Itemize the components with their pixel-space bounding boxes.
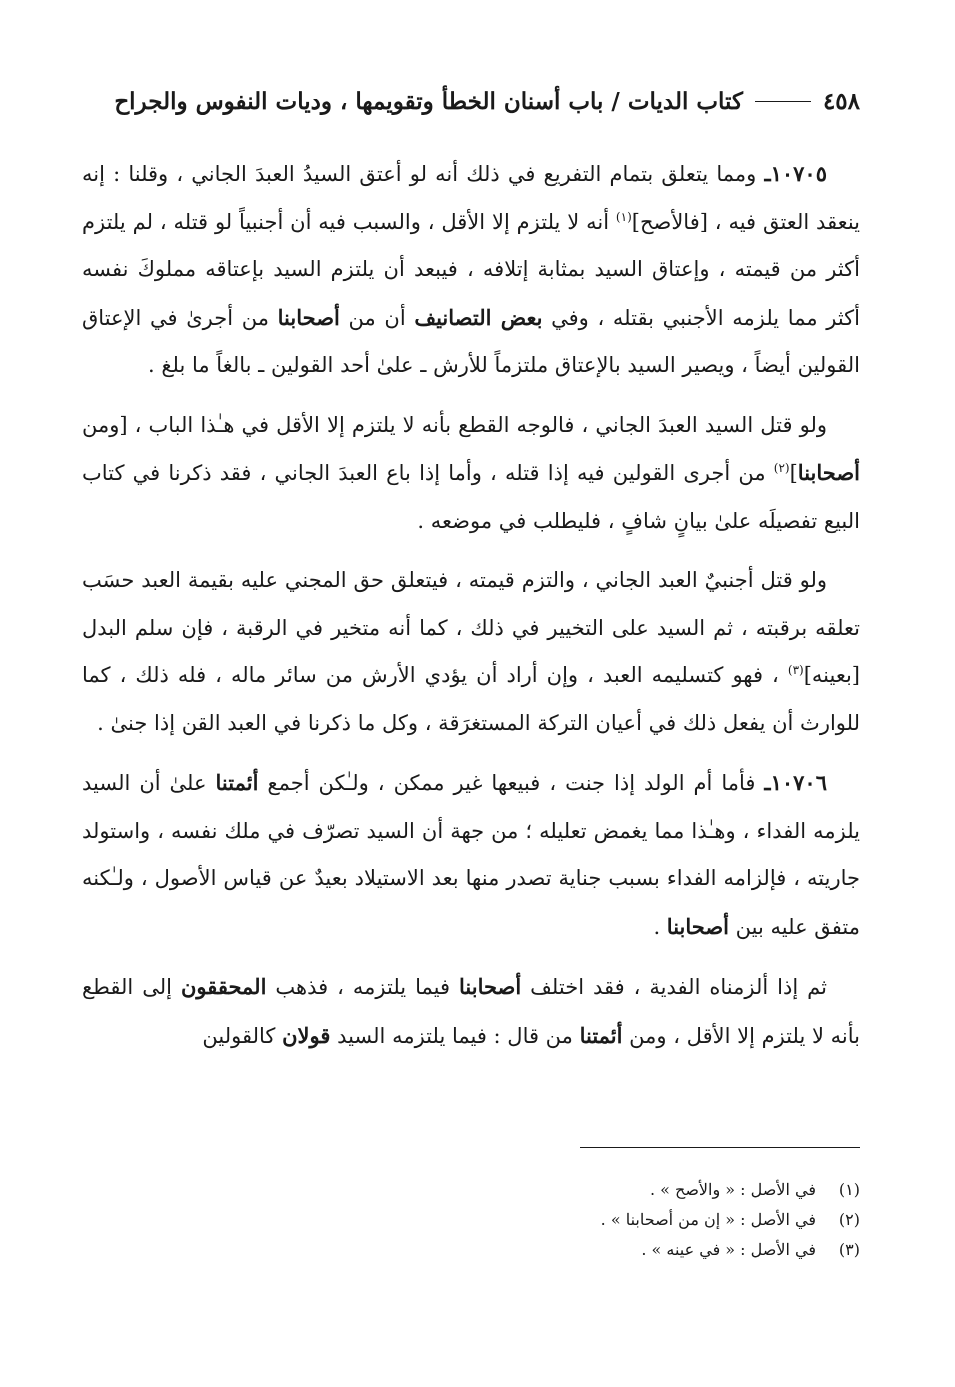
bold-term: أصحابنا	[797, 460, 860, 485]
paragraph-text: أن من	[339, 305, 415, 330]
footnote-text: في الأصل : « في عينه » .	[641, 1240, 816, 1259]
bold-term: المحققون	[180, 974, 267, 999]
footnote-number: (٢)	[838, 1210, 860, 1229]
bold-term: أصحابنا	[666, 913, 729, 939]
footnote-ref-3: (٣)	[787, 663, 804, 677]
paragraph-text: .	[653, 914, 667, 939]
page-header	[82, 82, 860, 122]
paragraph-text: فأما أم الولد إذا جنت ، فبيعها غير ممكن ، ولـٰكن أجمع	[258, 771, 765, 795]
bold-term: أصحابنا	[277, 304, 340, 330]
footnote-ref-2: (٢)	[773, 461, 790, 475]
paragraph-text: ثم إذا ألزمناه الفدية ، فقد اختلف	[521, 975, 827, 999]
paragraph-text: ولو قتل السيد العبدَ الجاني ، فالوجه القطع بأنه لا يلتزم إلا الأقل في هـٰذا الباب ، [ومن	[82, 412, 827, 437]
footnote-2	[360, 1205, 860, 1235]
paragraph-text: فيما يلتزمه ، فذهب	[266, 975, 459, 999]
paragraph-number: ١٠٧٠٦ـ	[764, 770, 827, 795]
paragraph-text: ولو قتل أجنبيٌ العبد الجاني ، والتزم قيمته ، فيتعلق حق المجني عليه بقيمة العبد حسَب تعلقه برقبته ، ثم السيد على التخيير في ذلك ، كما أنه متخير في الرقبة ، فإن سلم البدل [بعينه]	[82, 568, 860, 687]
paragraph-text: من أجرىٰ في الإعتاق القولين أيضاً ، ويصير السيد بالإعتاق ملتزماً للأرش ـ علىٰ أحد القولين ـ بالغاً ما بلغ .	[82, 305, 860, 377]
footnote-1	[360, 1175, 860, 1205]
footnote-3	[360, 1235, 860, 1265]
paragraph-text: من قال : فيما يلتزمه السيد	[330, 1023, 580, 1048]
footnote-number: (٣)	[838, 1240, 860, 1259]
footnote-text: في الأصل : « إن من أصحابنا » .	[600, 1210, 816, 1229]
paragraph-master-killing	[82, 402, 860, 546]
footnote-ref-1: (١)	[615, 209, 632, 224]
header-rule	[755, 101, 811, 102]
paragraph-ransom	[82, 963, 860, 1060]
paragraph-number: ١٠٧٠٥ـ	[764, 161, 827, 186]
bold-term: أئمتنا	[579, 1022, 623, 1048]
page-body	[82, 150, 860, 1060]
paragraph-10706	[82, 759, 860, 951]
footnote-text: في الأصل : « والأصح » .	[649, 1180, 816, 1199]
paragraph-10705	[82, 150, 860, 390]
bold-term: قولان	[282, 1022, 331, 1048]
footnote-separator	[580, 1147, 860, 1148]
paragraph-text: ]	[789, 461, 798, 485]
bold-term: أئمتنا	[215, 770, 259, 795]
paragraph-text: ومما يتعلق بتمام التفريع في ذلك أنه لو أعتق السيدُ العبدَ الجاني ، وقلنا : إنه ينعقد العتق فيه ، [فالأصح]	[82, 162, 860, 234]
footnotes	[360, 1175, 860, 1265]
paragraph-text: علىٰ أن السيد يلزمه الفداء ، وهـٰذا مما يغمض تعليله ؛ من جهة أن السيد تصرّف في ملك نفسه ، واستولد جاريته ، فإلزامه الفداء بسبب جناية تصدر منها بعد الاستيلاد بعيدٌ عن قياس الأصول ، ولـٰكنه متفق عليه بين	[82, 771, 861, 939]
paragraph-text: أنه لا يلتزم إلا الأقل ، والسبب فيه أن أجنبياً لو قتله ، لم يلتزم أكثر من قيمته ، وإعتاق السيد بمثابة إتلافه ، فيبعد أن يلتزم السيد بإعتاقه مملوكَ نفسه أكثر مما يلزمه الأجنبي بقتله ، وفي	[82, 209, 861, 330]
page-number: ٤٥٨	[822, 88, 860, 115]
paragraph-text: كالقولين	[202, 1023, 283, 1048]
running-title: كتاب الديات / باب أسنان الخطأ وتقويمها ، وديات النفوس والجراح	[114, 88, 743, 115]
paragraph-text: ، فهو كتسليمه العبد ، وإن أراد أن يؤدي الأرش من سائر ماله ، فله ذلك ، كما للوارث أن يفعل ذلك في أعيان التركة المستغرَقة ، وكل ما ذكرنا في العبد القن إذا جنىٰ .	[82, 663, 860, 735]
footnote-number: (١)	[838, 1180, 860, 1199]
paragraph-text: من أجرى القولين فيه إذا قتله ، وأما إذا باع العبدَ الجاني ، فقد ذكرنا في كتاب البيع تفصيلَه علىٰ بيانٍ شافٍ ، فليطلب في موضعه .	[82, 461, 860, 533]
paragraph-foreigner-killing	[82, 557, 860, 747]
bold-term: أصحابنا	[459, 974, 522, 999]
paragraph-text: إلى القطع بأنه لا يلتزم إلا الأقل ، ومن	[82, 975, 860, 1048]
bold-term: بعض التصانيف	[414, 304, 543, 330]
